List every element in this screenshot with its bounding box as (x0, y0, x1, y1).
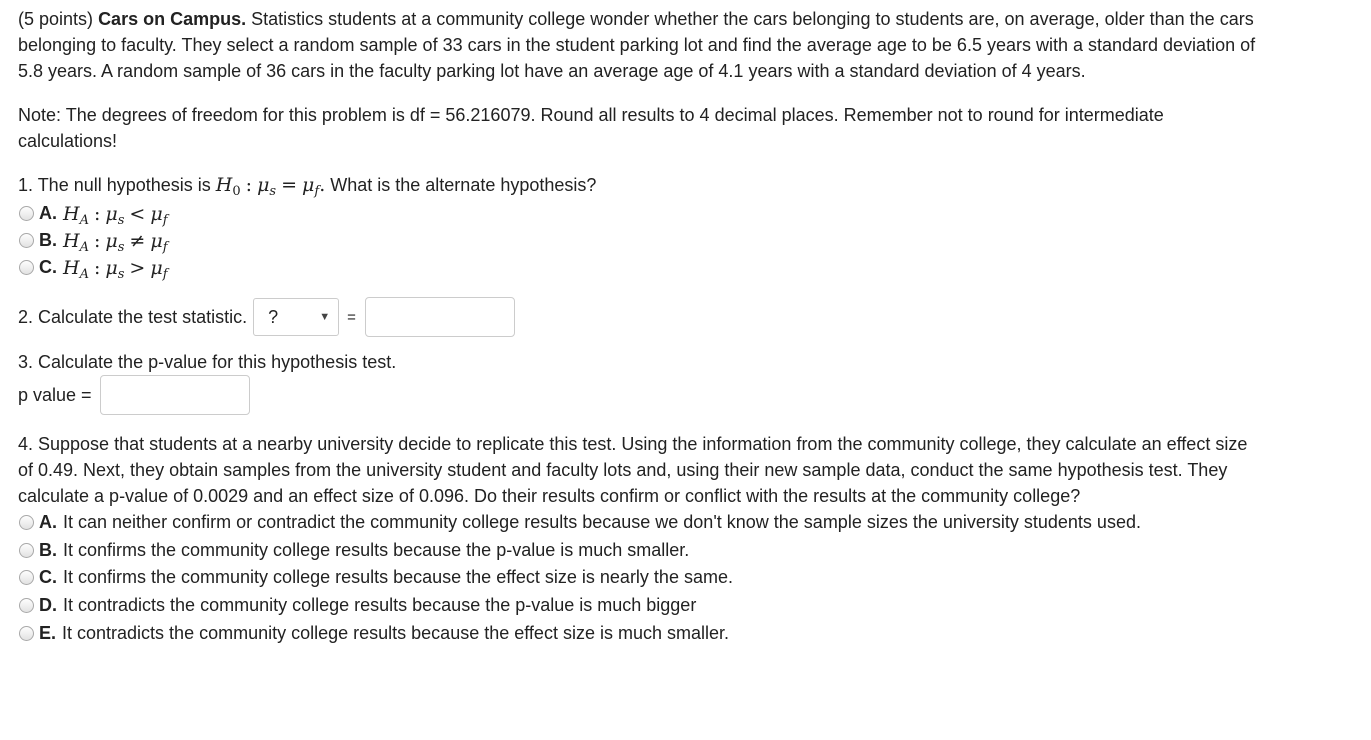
q1-choice-a-radio[interactable] (19, 206, 34, 221)
question-4-text: 4. Suppose that students at a nearby university decide to replicate this test. Using the information from the community college, they calculate an effect size of 0.49. Next, they obtain samples from the university student and faculty lots and, using their new sample data, conduct the same hypothesis test. They calculate a p-value of 0.0029 and an effect size of 0.096. Do their results confirm or conflict with the results at the community college? (18, 434, 1248, 506)
q4-choice-c-letter: C. (39, 567, 57, 588)
question-1-suffix: What is the alternate hypothesis? (330, 174, 597, 195)
question-2-label: 2. Calculate the test statistic. (18, 306, 248, 327)
question-2 (18, 297, 1258, 337)
question-4 (18, 431, 1258, 647)
q4-choice-b-letter: B. (39, 539, 57, 560)
q4-choice-b-text: It confirms the community college results because the p-value is much smaller. (63, 539, 690, 560)
q4-choice-d[interactable] (18, 592, 1258, 620)
q4-choice-b-radio[interactable] (19, 543, 34, 558)
q1-choice-b-formula: $H_A$ : $\mu_s \ne \mu_f$ (63, 229, 168, 255)
q4-choice-e-letter: E. (39, 622, 57, 643)
problem-title: Cars on Campus. (98, 9, 247, 29)
q4-choices (18, 509, 1258, 647)
q1-choice-b-radio[interactable] (19, 233, 34, 248)
question-3-label: 3. Calculate the p-value for this hypothesis test. (18, 352, 397, 372)
pvalue-label: p value = (18, 384, 92, 405)
q1-choice-b[interactable] (18, 227, 1258, 254)
question-1-prompt (18, 170, 1258, 200)
dropdown-arrow-icon: ▼ (319, 311, 331, 323)
test-statistic-select-value: ? (268, 306, 279, 327)
question-1-prefix: 1. The null hypothesis is (18, 174, 211, 195)
pvalue-input[interactable] (100, 375, 250, 415)
test-statistic-input[interactable] (365, 297, 515, 337)
equals-sign: = (347, 308, 356, 326)
q4-choice-d-letter: D. (39, 595, 57, 616)
q1-choice-a[interactable] (18, 200, 1258, 227)
pvalue-row (18, 375, 1258, 415)
q1-choice-a-formula: $H_A$ : $\mu_s < \mu_f$ (63, 202, 168, 228)
q4-choice-a-text: It can neither confirm or contradict the community college results because we don't know the sample sizes the university students used. (63, 512, 1141, 533)
problem-note: Note: The degrees of freedom for this problem is df = 56.216079. Round all results to 4 decimal places. Remember not to round for intermediate calculations! (18, 105, 1164, 151)
q1-choice-a-letter: A. (39, 203, 57, 223)
q4-choice-c-radio[interactable] (19, 570, 34, 585)
q4-choice-c-text: It confirms the community college results because the effect size is nearly the same. (63, 567, 733, 588)
q4-choice-a-radio[interactable] (19, 515, 34, 530)
q1-choice-c-radio[interactable] (19, 260, 34, 275)
q1-choice-c[interactable] (18, 254, 1258, 281)
null-hypothesis-formula: $H_0$ : $\mu_s = \mu_f$. (215, 174, 326, 199)
problem-text: Statistics students at a community college wonder whether the cars belonging to students are, on average, older than the cars belonging to faculty. They select a random sample of 33 cars in the student parking lot and find the average age to be 6.5 years with a standard deviation of 5.8 years. A random sample of 36 cars in the faculty parking lot have an average age of 4.1 years with a standard deviation of 4 years. (18, 9, 1256, 81)
question-3 (18, 349, 1258, 415)
q4-choice-b[interactable] (18, 537, 1258, 565)
q4-choice-e-text: It contradicts the community college results because the effect size is much smaller. (62, 622, 729, 643)
q4-choice-d-text: It contradicts the community college results because the p-value is much bigger (63, 595, 697, 616)
q4-choice-e[interactable] (18, 619, 1258, 647)
q4-choice-e-radio[interactable] (19, 626, 34, 641)
q1-choice-b-letter: B. (39, 230, 57, 250)
q4-choice-a[interactable] (18, 509, 1258, 537)
points-label: (5 points) (18, 9, 94, 29)
q4-choice-c[interactable] (18, 564, 1258, 592)
test-statistic-select[interactable] (253, 298, 339, 336)
question-1 (18, 170, 1258, 281)
q1-choice-c-formula: $H_A$ : $\mu_s > \mu_f$ (63, 256, 168, 282)
q1-choice-c-letter: C. (39, 257, 57, 277)
problem-intro (18, 6, 1258, 84)
q4-choice-a-letter: A. (39, 512, 57, 533)
q4-choice-d-radio[interactable] (19, 598, 34, 613)
